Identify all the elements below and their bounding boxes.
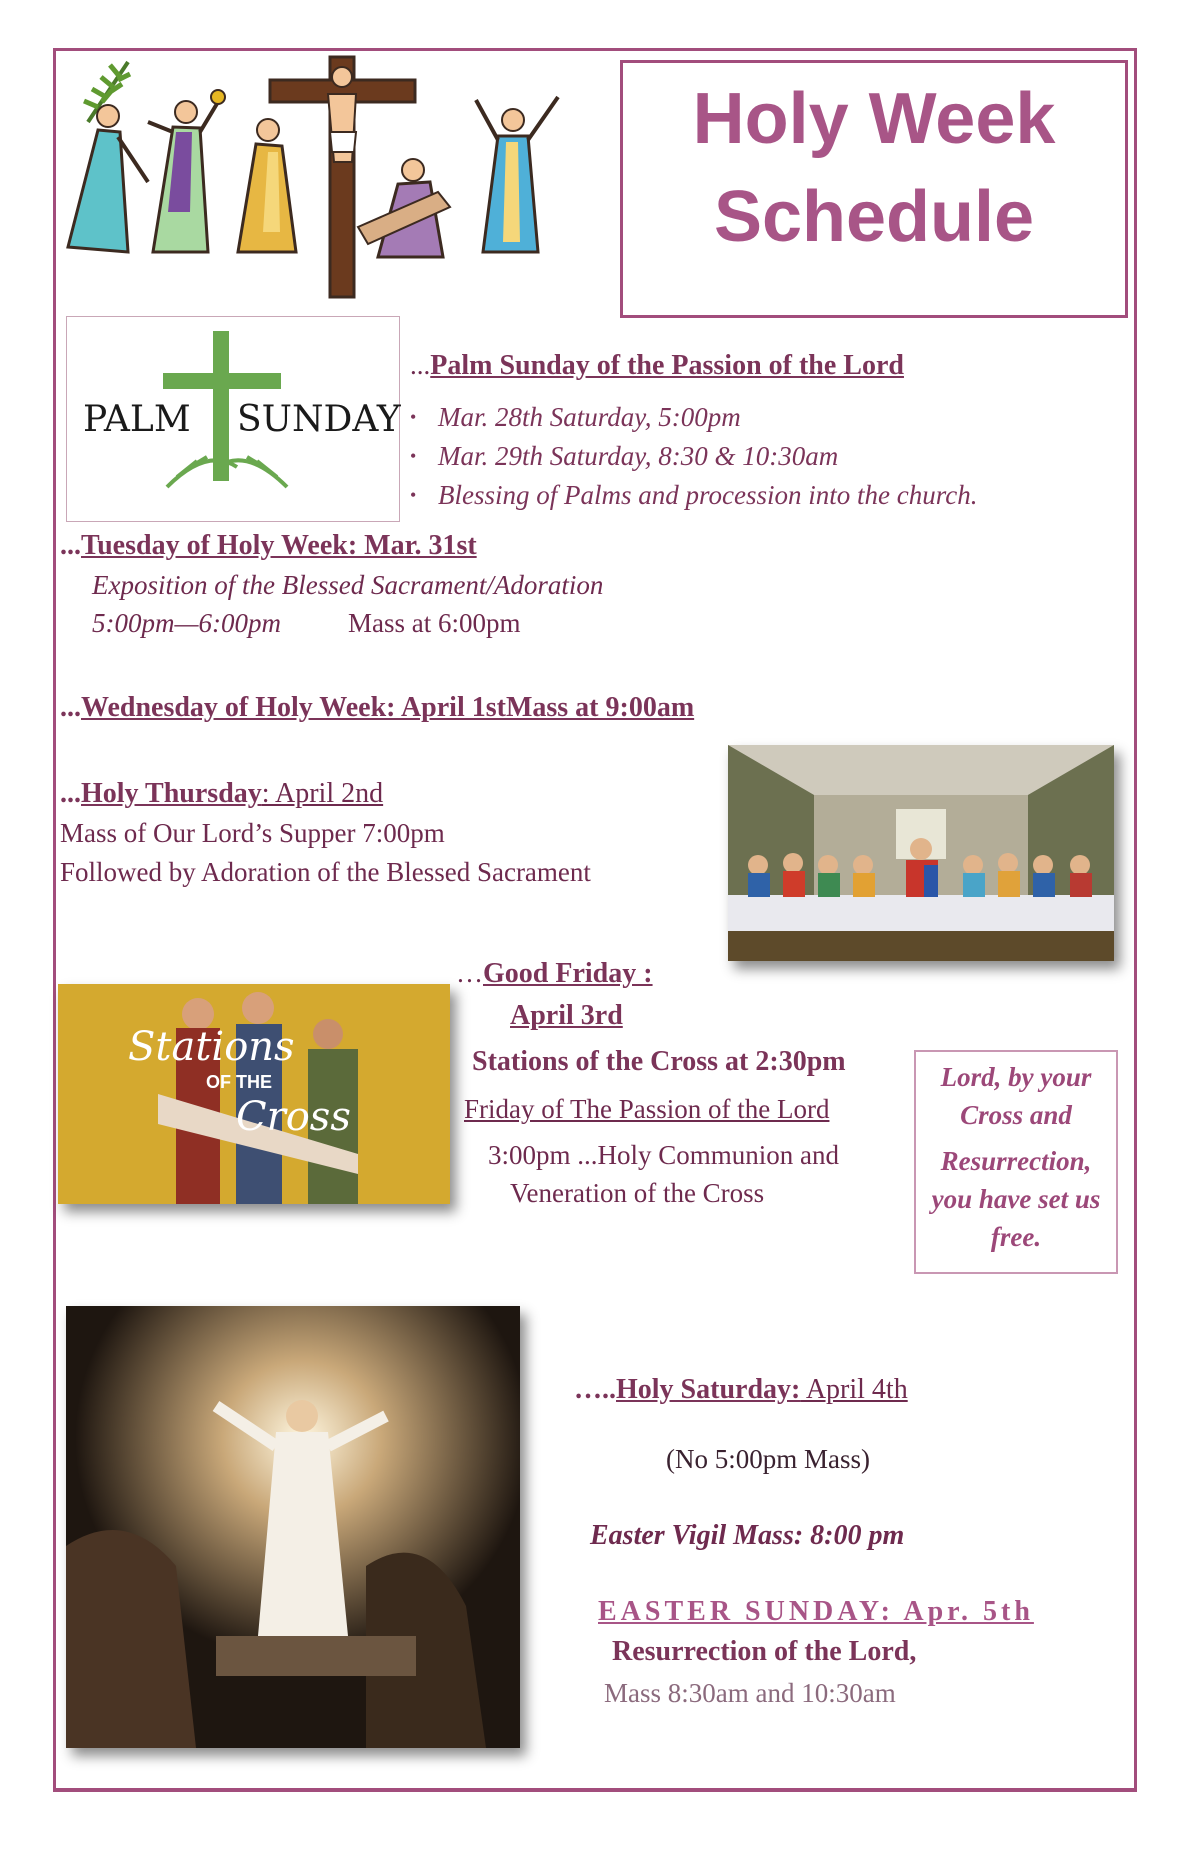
tuesday-title: Tuesday of Holy Week: Mar. 31st [81, 530, 477, 561]
wednesday-title: Wednesday of Holy Week: April 1stMass at 9:00am [81, 692, 695, 723]
title-line-2: Schedule [713, 177, 1035, 257]
quote-line: Lord, by your [940, 1062, 1092, 1092]
easter-mass-times: Mass 8:30am and 10:30am [604, 1678, 896, 1708]
saturday-heading [574, 1374, 908, 1406]
figure-teal [68, 105, 148, 252]
tuesday-time: 5:00pm—6:00pm [92, 608, 281, 638]
holy-week-figures-illustration [58, 52, 614, 302]
heading-prefix: ... [60, 530, 81, 561]
figure-purple [358, 159, 450, 257]
friday-date: April 3rd [510, 1000, 623, 1031]
quote-line: Resurrection, [940, 1146, 1092, 1176]
palm-sunday-heading [410, 350, 904, 382]
friday-stations: Stations of the Cross at 2:30pm [472, 1046, 846, 1077]
palm-sunday-image [66, 316, 400, 522]
last-supper-painting [728, 745, 1114, 961]
heading-prefix: ... [60, 778, 81, 809]
figure-green [148, 90, 225, 252]
last-supper-image [728, 745, 1114, 961]
quote-box [914, 1050, 1118, 1274]
thursday-date: : April 2nd [261, 778, 384, 809]
saturday-note: (No 5:00pm Mass) [666, 1444, 870, 1474]
heading-prefix: ... [60, 692, 81, 723]
palm-sunday-list [410, 398, 977, 515]
quote-line: you have set us [931, 1184, 1101, 1214]
wednesday-heading [60, 692, 694, 724]
stations-badge-line1: Stations [128, 1024, 295, 1070]
friday-title: Good Friday : [483, 958, 653, 989]
figure-blue [476, 97, 558, 252]
easter-vigil: Easter Vigil Mass: 8:00 pm [590, 1520, 905, 1551]
list-item: • Mar. 28th Saturday, 5:00pm [410, 398, 977, 437]
palm-badge-left: PALM [83, 399, 191, 440]
saturday-date: April 4th [800, 1374, 908, 1405]
thursday-adoration: Followed by Adoration of the Blessed Sacrament [60, 857, 591, 887]
saturday-title: Holy Saturday: [616, 1374, 801, 1405]
crucifix-icon [270, 57, 415, 297]
easter-resurrection: Resurrection of the Lord, [612, 1636, 917, 1667]
heading-prefix: ... [410, 350, 431, 380]
friday-heading [456, 958, 653, 990]
title-line-1: Holy Week [692, 79, 1056, 159]
tuesday-adoration: Exposition of the Blessed Sacrament/Adoration [92, 570, 604, 600]
thursday-heading [60, 778, 383, 810]
palm-sunday-title: Palm Sunday of the Passion of the Lord [430, 350, 904, 381]
stations-badge-line2: OF THE [206, 1072, 272, 1092]
palm-badge-right: SUNDAY [237, 399, 401, 440]
friday-passion: Friday of The Passion of the Lord [464, 1094, 830, 1124]
tuesday-heading [60, 530, 477, 562]
friday-communion-1: 3:00pm ...Holy Communion and [488, 1140, 839, 1170]
list-item: • Blessing of Palms and procession into the church. [410, 476, 977, 515]
list-item: • Mar. 29th Saturday, 8:30 & 10:30am [410, 437, 977, 476]
thursday-mass: Mass of Our Lord’s Supper 7:00pm [60, 818, 445, 848]
figure-yellow [238, 119, 296, 252]
stations-badge-line3: Cross [236, 1094, 351, 1140]
easter-sunday-heading: EASTER SUNDAY: Apr. 5th [598, 1596, 1034, 1627]
heading-prefix: … [456, 958, 483, 988]
resurrection-image [66, 1306, 520, 1748]
resurrection-painting [66, 1306, 520, 1748]
quote-line: free. [990, 1222, 1042, 1252]
quote-line: Cross and [960, 1100, 1072, 1130]
heading-prefix: ….. [574, 1374, 616, 1405]
thursday-title: Holy Thursday [81, 778, 262, 809]
stations-of-the-cross-image [58, 984, 450, 1204]
tuesday-mass: Mass at 6:00pm [348, 608, 521, 638]
friday-communion-2: Veneration of the Cross [510, 1178, 765, 1208]
